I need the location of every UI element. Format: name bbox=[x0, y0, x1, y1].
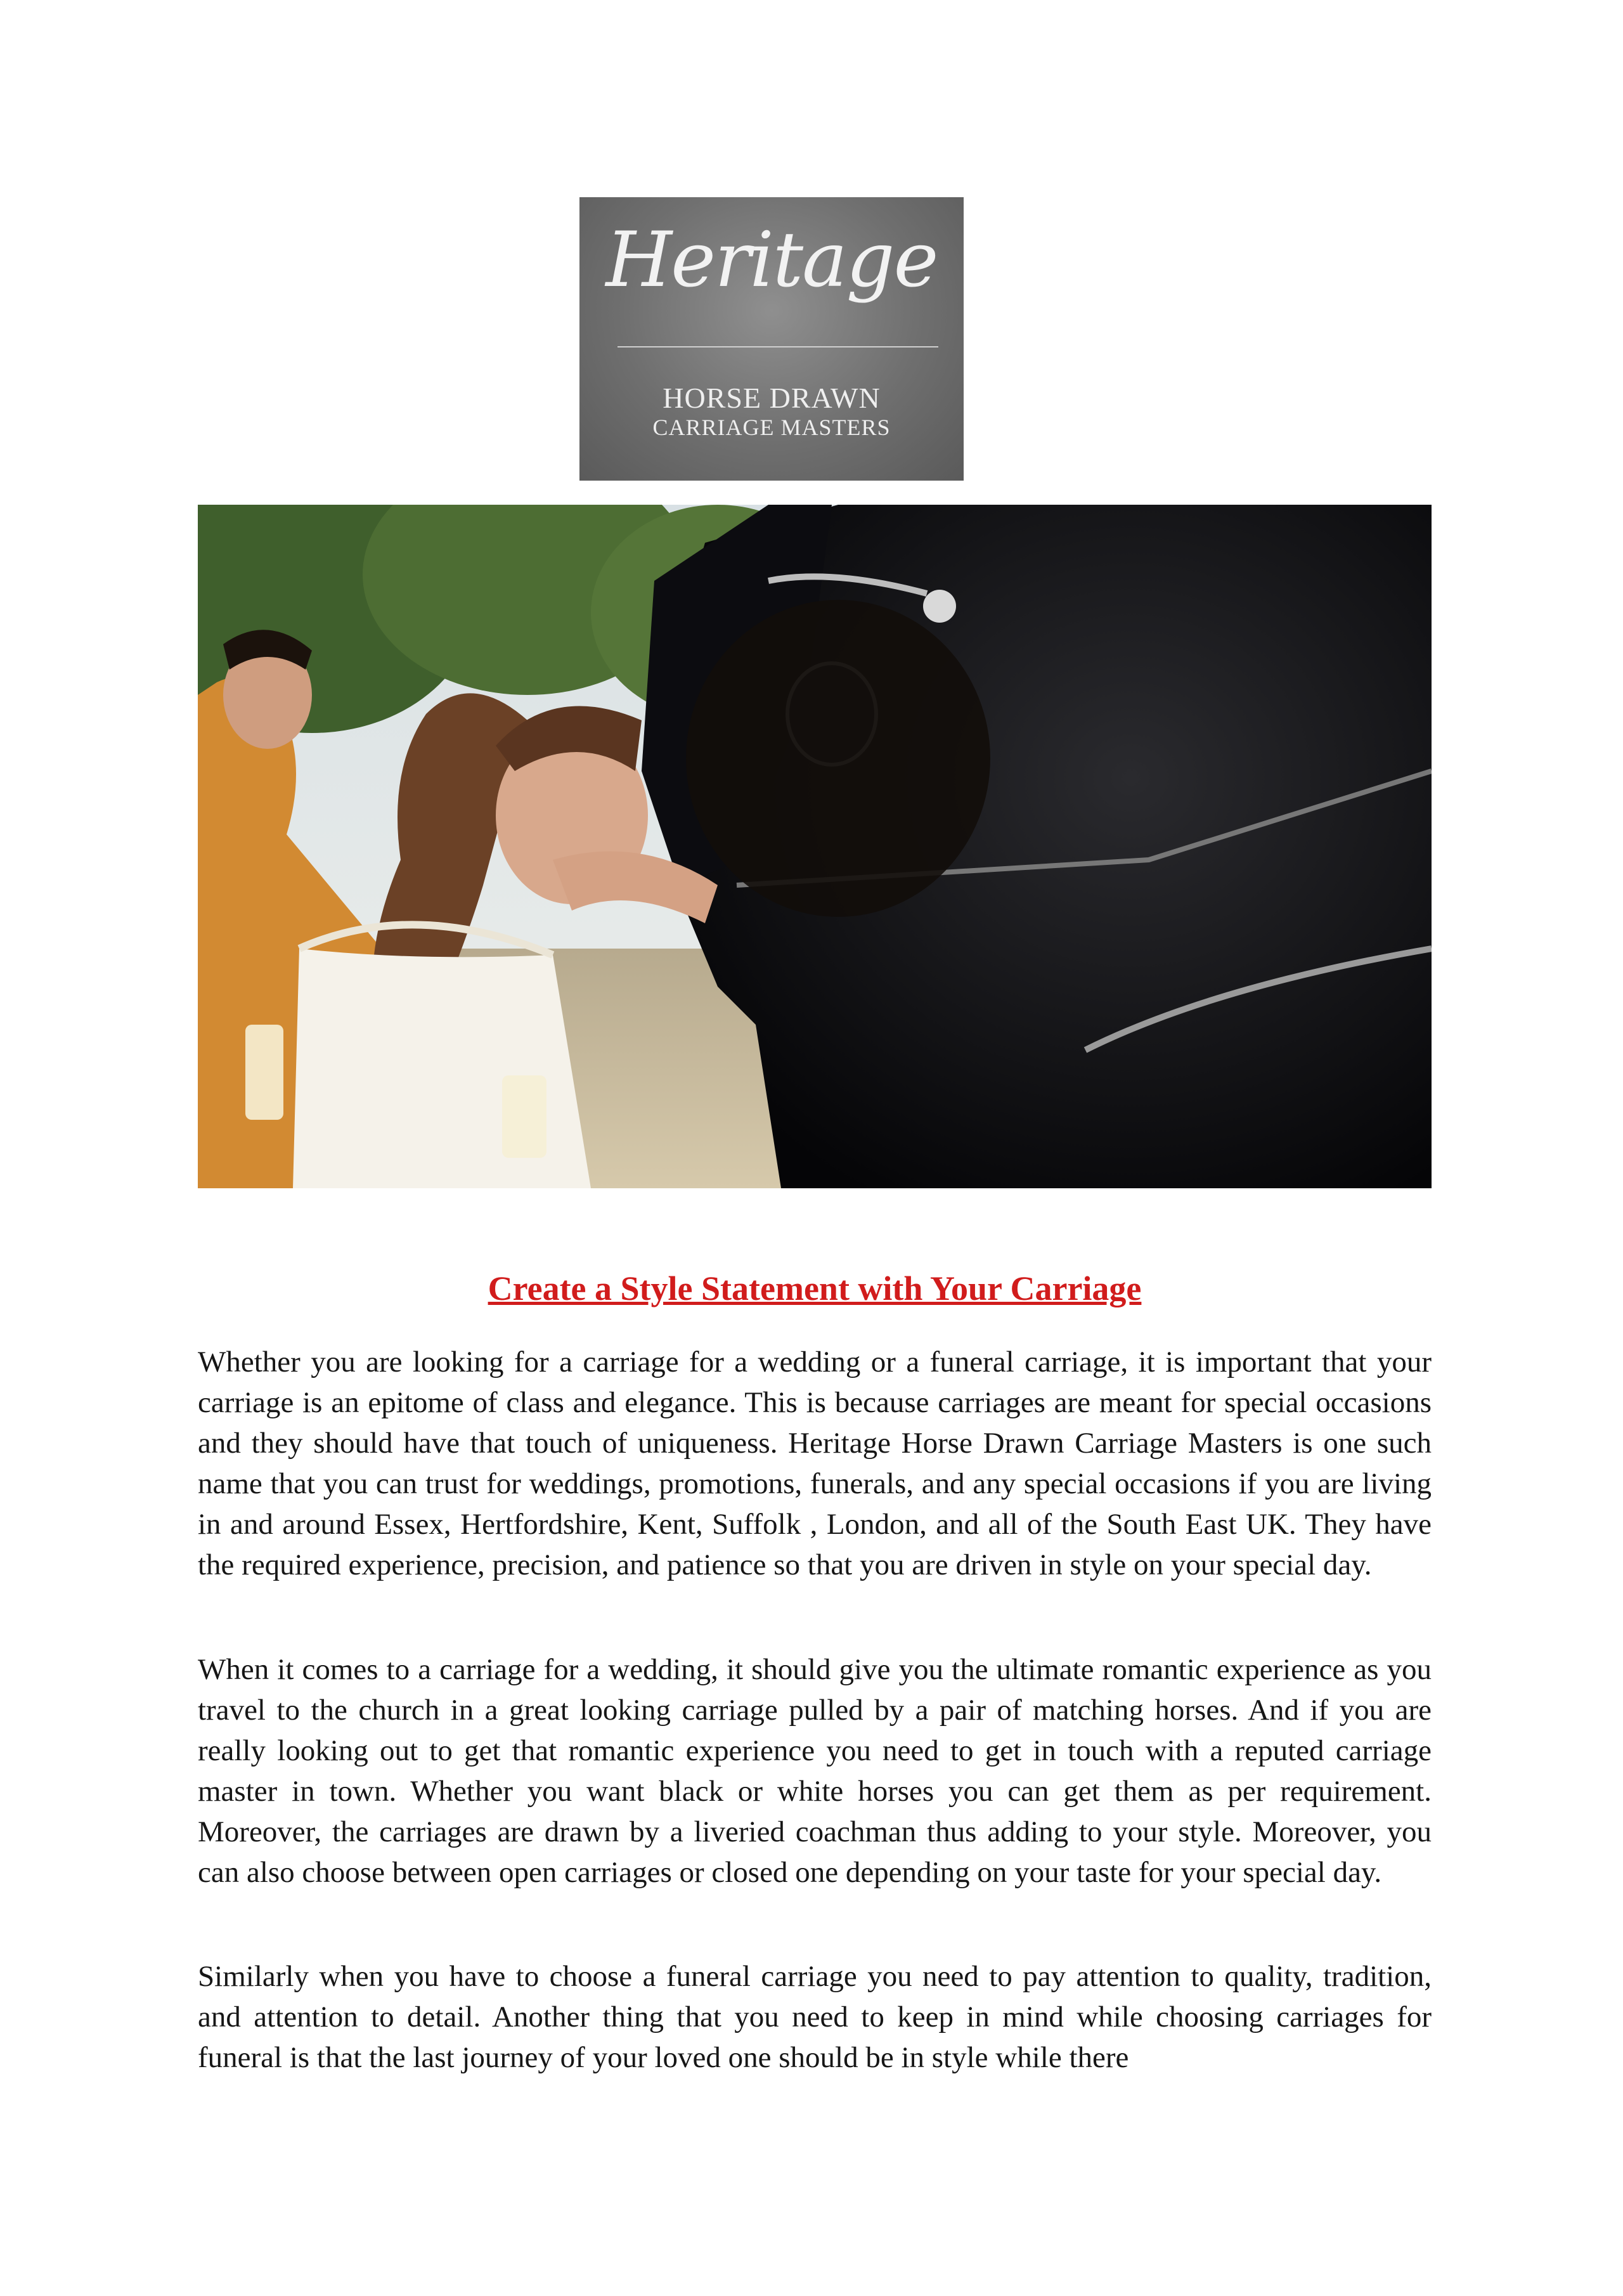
article-paragraph-2: When it comes to a carriage for a wedding, it should give you the ultimate romantic experience as you travel to the church in a great looking carriage pulled by a pair of matching horses. And if you are really looking out to get that romantic experience you need to get in touch with a reputed carriage master in town. Whether you want black or white horses you can get them as per requirement. Moreover, the carriages are drawn by a liveried coachman thus adding to your style. Moreover, you can also choose between open carriages or closed one depending on your taste for your special day. bbox=[198, 1653, 1432, 1889]
heritage-logo bbox=[579, 197, 964, 481]
wedding-carriage-photo bbox=[198, 505, 1432, 1188]
article-title: Create a Style Statement with Your Carriage bbox=[488, 1269, 1142, 1307]
logo-tagline-2: CARRIAGE MASTERS bbox=[652, 415, 891, 440]
article-paragraph-1: Whether you are looking for a carriage for a wedding or a funeral carriage, it is important that your carriage is an epitome of class and elegance. This is because carriages are meant for special occasions and they should have that touch of uniqueness. Heritage Horse Drawn Carriage Masters is one such name that you can trust for weddings, promotions, funerals, and any special occasions if you are living in and around Essex, Hertfordshire, Kent, Suffolk , London, and all of the South East UK. They have the required experience, precision, and patience so that you are driven in style on your special day. bbox=[198, 1346, 1432, 1581]
article-paragraph-3: Similarly when you have to choose a funeral carriage you need to pay attention to quality, tradition, and attention to detail. Another thing that you need to keep in mind while choosing carriages for funeral is that the last journey of your loved one should be in style while there bbox=[198, 1960, 1432, 2074]
logo-divider bbox=[618, 346, 938, 347]
logo-script-text: Heritage bbox=[605, 216, 938, 304]
logo-tagline-1: HORSE DRAWN bbox=[663, 382, 881, 414]
